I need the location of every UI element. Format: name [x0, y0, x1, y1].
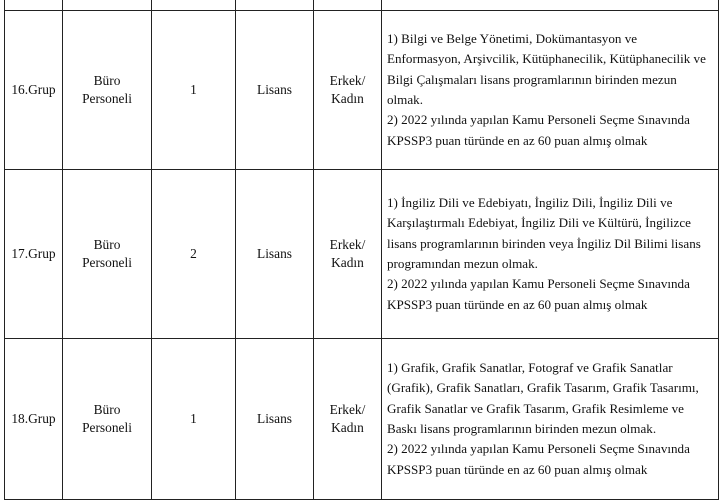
- gender-cell: [314, 339, 382, 500]
- position-cell: [63, 339, 152, 500]
- requirements-cell: [382, 339, 719, 500]
- group-cell: 18.Grup: [5, 339, 63, 500]
- education-cell: Lisans: [236, 339, 314, 500]
- table-row: [5, 339, 719, 500]
- gender-cell: [314, 11, 382, 170]
- education-cell: Lisans: [236, 11, 314, 170]
- previous-row-remainder: [5, 0, 719, 11]
- gender-line-2: Kadın: [331, 91, 364, 106]
- position-line-2: Personeli: [82, 420, 132, 435]
- requirement-1: 1) İngiliz Dili ve Edebiyatı, İngiliz Dili, İngiliz Dili ve Karşılaştırmalı Edebiyat, İngiliz Dili ve Kültürü, İngilizce lisans programlarının birinden veya İngiliz Dil Bilimi lisans programından mezun olmak.: [387, 194, 701, 271]
- table-row: [5, 11, 719, 170]
- requirement-1: 1) Bilgi ve Belge Yönetimi, Dokümantasyon ve Enformasyon, Arşivcilik, Kütüphanecilik, Kütüphanecilik ve Bilgi Çalışmaları lisans programlarının birinden mezun olmak.: [387, 30, 706, 107]
- education-cell: Lisans: [236, 170, 314, 339]
- count-cell: 1: [152, 339, 236, 500]
- position-line-1: Büro: [93, 236, 121, 252]
- count-cell: 2: [152, 170, 236, 339]
- gender-cell: [314, 170, 382, 339]
- gender-line-2: Kadın: [331, 255, 364, 270]
- gender-line-2: Kadın: [331, 420, 364, 435]
- requirements-cell: [382, 170, 719, 339]
- gender-line-1: Erkek/: [329, 236, 366, 252]
- position-line-1: Büro: [93, 72, 121, 88]
- requirement-2: 2) 2022 yılında yapılan Kamu Personeli Seçme Sınavında KPSSP3 puan türünde en az 60 puan almış olmak: [387, 441, 690, 477]
- table-row: [5, 170, 719, 339]
- position-cell: [63, 170, 152, 339]
- requirements-cell: [382, 11, 719, 170]
- count-cell: 1: [152, 11, 236, 170]
- position-line-2: Personeli: [82, 91, 132, 106]
- gender-line-1: Erkek/: [329, 72, 366, 88]
- requirement-2: 2) 2022 yılında yapılan Kamu Personeli Seçme Sınavında KPSSP3 puan türünde en az 60 puan almış olmak: [387, 276, 690, 312]
- position-line-2: Personeli: [82, 255, 132, 270]
- position-cell: [63, 11, 152, 170]
- recruitment-table: [4, 0, 719, 500]
- group-cell: 17.Grup: [5, 170, 63, 339]
- requirement-1: 1) Grafik, Grafik Sanatlar, Fotograf ve Grafik Sanatlar (Grafik), Grafik Sanatları, Grafik Tasarım, Grafik Tasarımı, Grafik Sanatlar ve Grafik Tasarım, Grafik Resimleme ve Baskı lisans programlarının birinden mezun olmak.: [387, 359, 699, 436]
- position-line-1: Büro: [93, 401, 121, 417]
- gender-line-1: Erkek/: [329, 401, 366, 417]
- group-cell: 16.Grup: [5, 11, 63, 170]
- requirement-2: 2) 2022 yılında yapılan Kamu Personeli Seçme Sınavında KPSSP3 puan türünde en az 60 puan almış olmak: [387, 112, 690, 148]
